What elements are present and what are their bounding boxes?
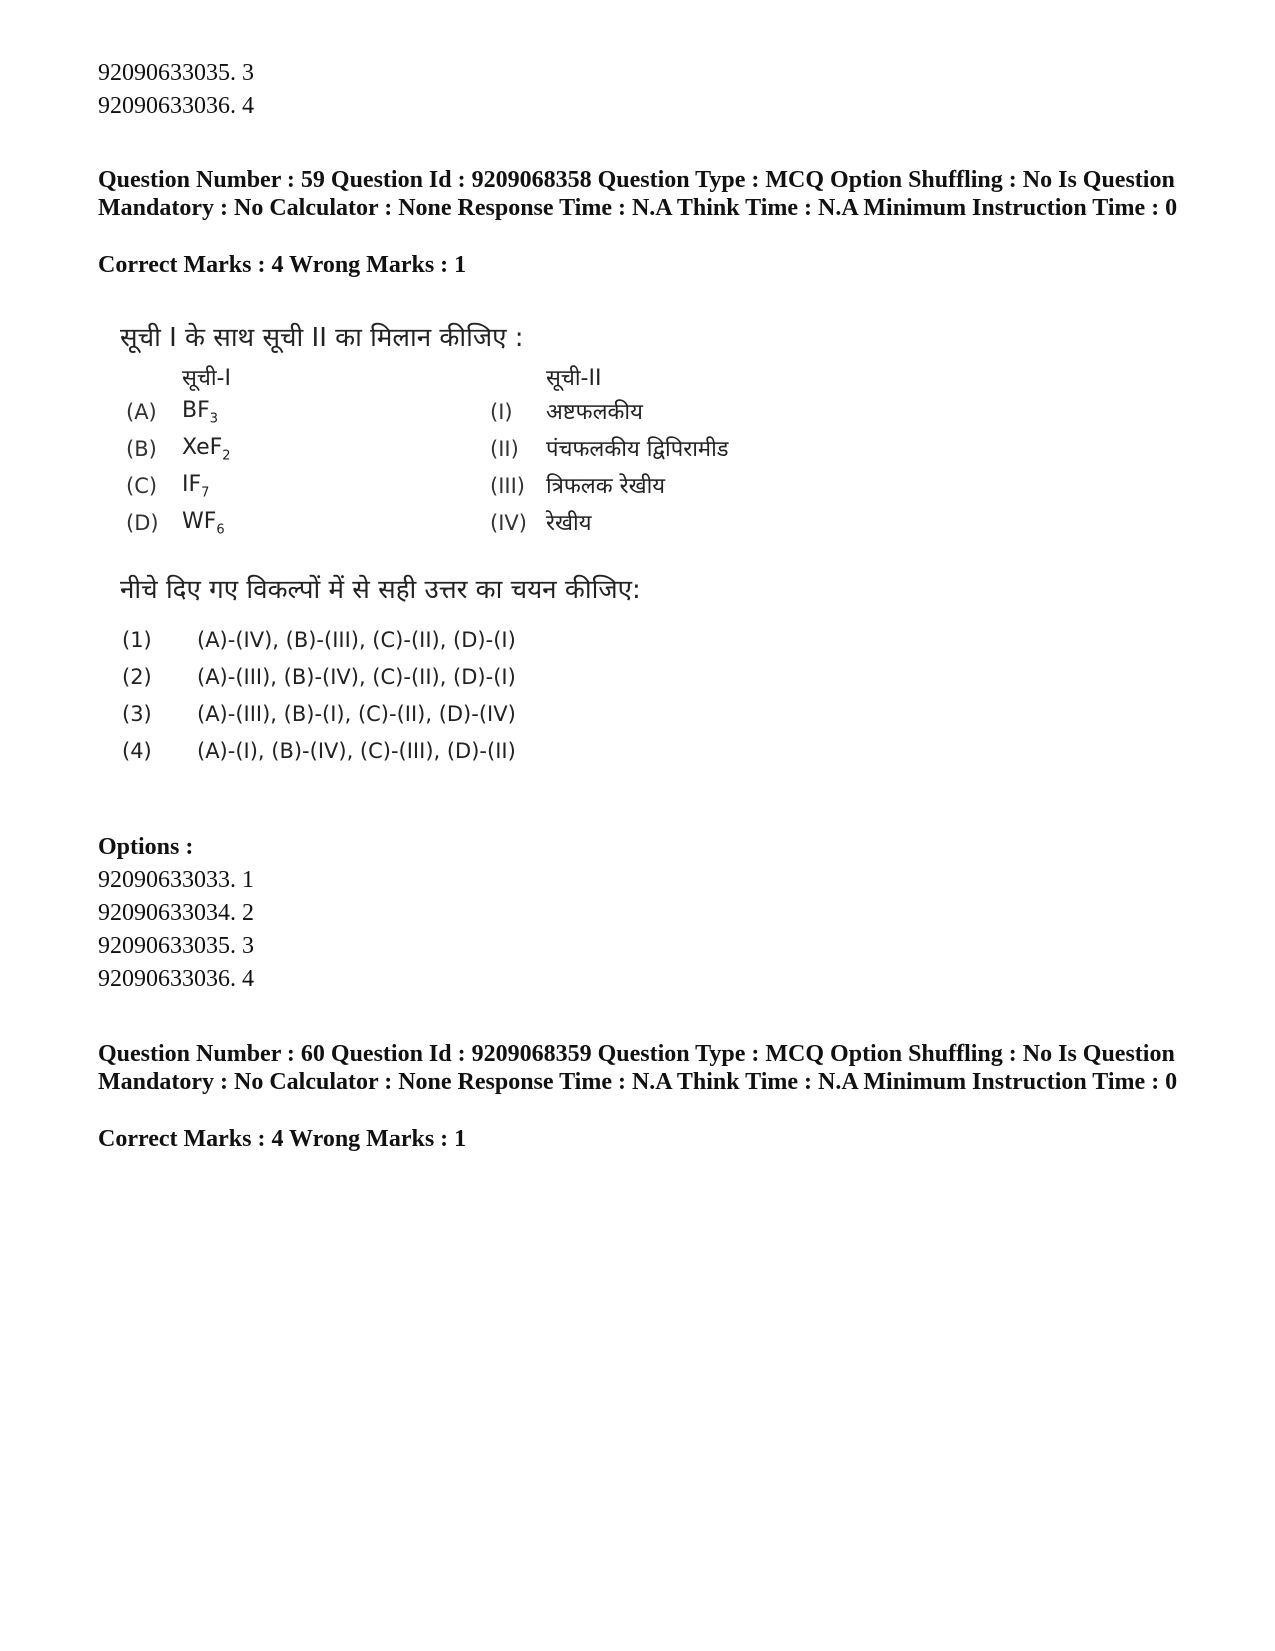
option-line: 92090633035. 3 (98, 933, 254, 959)
list-2-tag: (I) (490, 400, 513, 424)
question-59-marks: Correct Marks : 4 Wrong Marks : 1 (98, 252, 467, 278)
list-1-item: $WF_6$ (182, 509, 225, 538)
list-2-tag: (II) (490, 437, 519, 461)
option-line: 92090633035. 3 (98, 60, 254, 86)
choice-text: (A)-(III), (B)-(IV), (C)-(II), (D)-(I) (197, 665, 516, 689)
choice-text: (A)-(III), (B)-(I), (C)-(II), (D)-(IV) (197, 702, 516, 726)
option-line: 92090633036. 4 (98, 93, 254, 119)
option-line: 92090633034. 2 (98, 900, 254, 926)
choice-text: (A)-(IV), (B)-(III), (C)-(II), (D)-(I) (197, 628, 516, 652)
list-1-tag: (B) (126, 437, 157, 461)
list-1-title: सूची-I (182, 366, 231, 391)
list-1-item: $IF_7$ (182, 472, 210, 501)
list-2-item: त्रिफलक रेखीय (546, 474, 666, 499)
options-label: Options : (98, 834, 194, 860)
choice-number: (3) (122, 702, 152, 726)
list-1-item: $BF_3$ (182, 398, 219, 427)
question-intro: सूची I के साथ सूची II का मिलान कीजिए : (120, 323, 524, 353)
list-1-item: XeF$_2$ (182, 435, 231, 464)
question-59-body (120, 318, 820, 808)
list-2-tag: (III) (490, 474, 525, 498)
option-line: 92090633036. 4 (98, 966, 254, 992)
choice-number: (2) (122, 665, 152, 689)
list-2-title: सूची-II (546, 366, 602, 391)
choice-text: (A)-(I), (B)-(IV), (C)-(III), (D)-(II) (197, 739, 516, 763)
list-2-item: अष्टफलकीय (546, 400, 643, 425)
list-1-tag: (C) (126, 474, 158, 498)
choice-number: (4) (122, 739, 152, 763)
choose-instruction: नीचे दिए गए विकल्पों में से सही उत्तर का चयन कीजिए: (120, 575, 641, 605)
question-60-header: Question Number : 60 Question Id : 9209068359 Question Type : MCQ Option Shuffling : No Is Question Mandatory : No Calculator : None Response Time : N.A Think Time : N.A Minimum Instruction Time : 0 (98, 1041, 1178, 1095)
question-59-header: Question Number : 59 Question Id : 9209068358 Question Type : MCQ Option Shuffling : No Is Question Mandatory : No Calculator : None Response Time : N.A Think Time : N.A Minimum Instruction Time : 0 (98, 167, 1178, 221)
list-1-tag: (A) (126, 400, 157, 424)
list-2-item: रेखीय (546, 511, 592, 536)
list-1-tag: (D) (126, 511, 159, 535)
list-2-item: पंचफलकीय द्विपिरामीड (546, 437, 729, 462)
choice-number: (1) (122, 628, 152, 652)
list-2-tag: (IV) (490, 511, 527, 535)
question-60-marks: Correct Marks : 4 Wrong Marks : 1 (98, 1126, 467, 1152)
option-line: 92090633033. 1 (98, 867, 254, 893)
